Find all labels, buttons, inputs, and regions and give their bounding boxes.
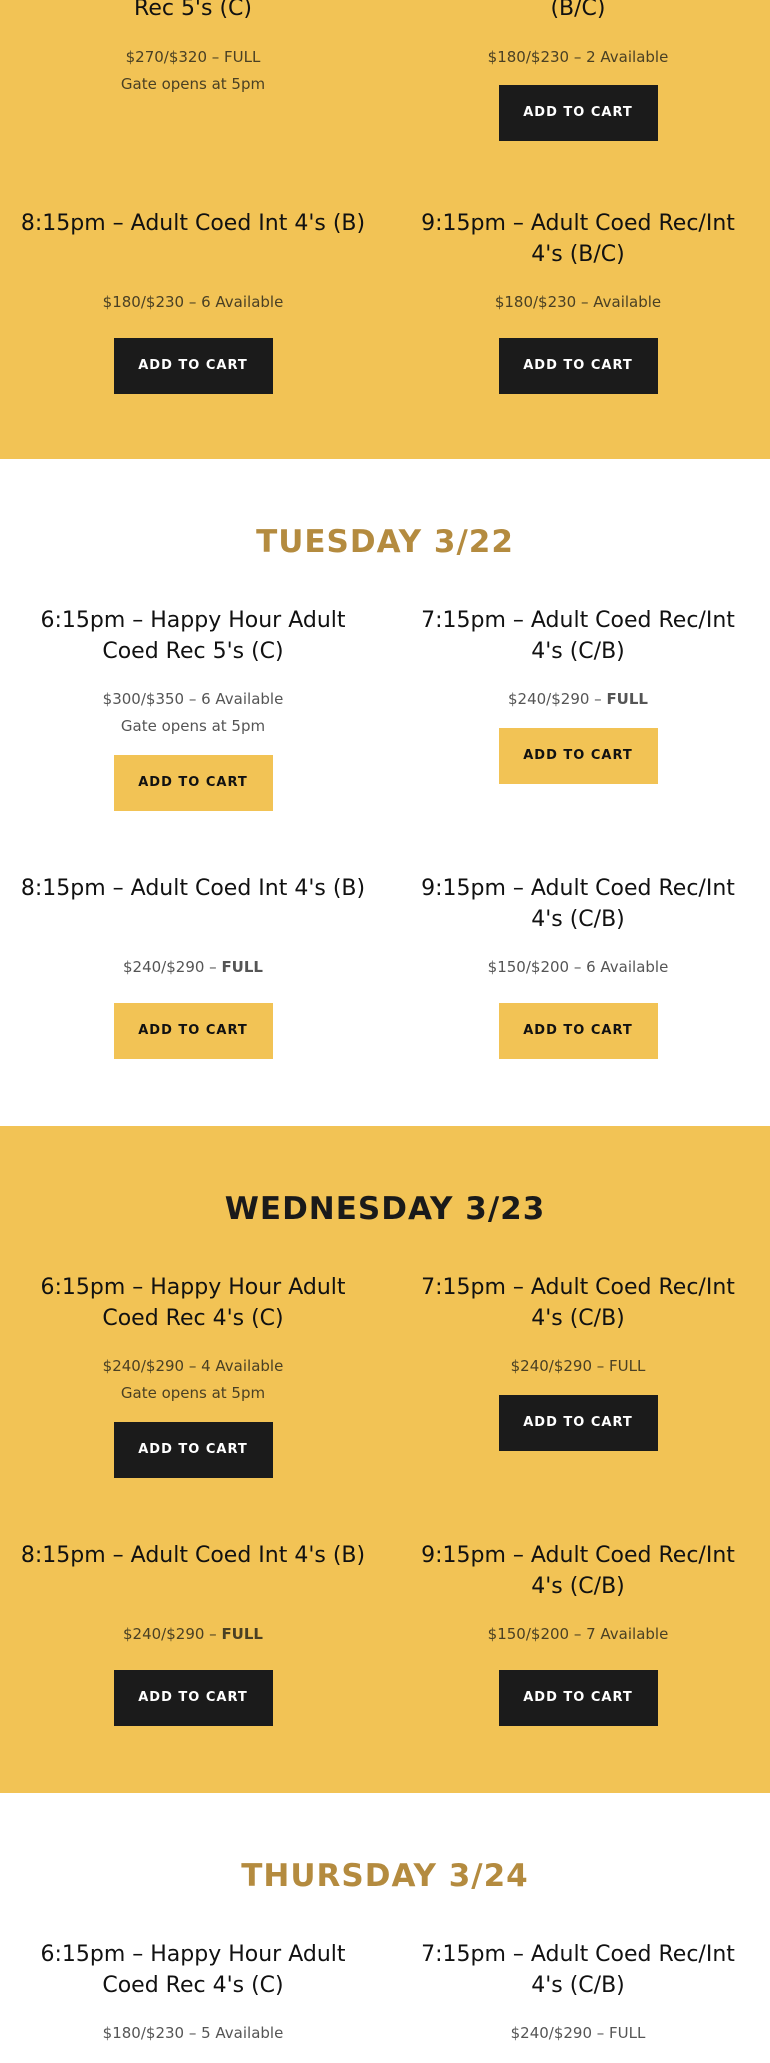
add-to-cart-button[interactable]: ADD TO CART bbox=[499, 728, 658, 784]
event-title: 6:15pm – Happy Hour Adult Coed Rec 5's (C) bbox=[40, 608, 346, 664]
event-price bbox=[19, 1621, 367, 1648]
event-price: $270/$320 – FULL bbox=[125, 48, 261, 66]
price-amount: $240/$290 – bbox=[123, 1625, 222, 1643]
event-card bbox=[19, 1540, 367, 1726]
add-to-cart-button[interactable]: ADD TO CART bbox=[114, 755, 273, 811]
event-card bbox=[404, 1272, 752, 1451]
gate-note: Gate opens at 5pm bbox=[120, 75, 266, 93]
event-price: $150/$200 – 7 Available bbox=[487, 1625, 669, 1643]
event-price bbox=[404, 686, 752, 713]
day-section-wednesday bbox=[0, 1126, 770, 1793]
event-title: 9:15pm – Adult Coed Rec/Int 4's (C/B) bbox=[421, 1543, 735, 1599]
event-card bbox=[19, 208, 367, 394]
event-title: Rec 5's (C) bbox=[134, 0, 252, 21]
event-title: 8:15pm – Adult Coed Int 4's (B) bbox=[20, 1543, 366, 1568]
event-title: 9:15pm – Adult Coed Rec/Int 4's (C/B) bbox=[421, 876, 735, 932]
event-price: $180/$230 – Available bbox=[494, 293, 662, 311]
add-to-cart-button[interactable]: ADD TO CART bbox=[499, 338, 658, 394]
event-price: $180/$230 – 5 Available bbox=[102, 2024, 284, 2042]
day-section-tuesday bbox=[0, 459, 770, 1126]
event-price: $180/$230 – 2 Available bbox=[487, 48, 669, 66]
event-card bbox=[404, 873, 752, 1059]
day-heading: WEDNESDAY 3/23 bbox=[224, 1191, 546, 1227]
event-price: $240/$290 – FULL bbox=[510, 2024, 646, 2042]
day-heading: TUESDAY 3/22 bbox=[256, 524, 514, 560]
event-price: $300/$350 – 6 Available bbox=[102, 690, 284, 708]
add-to-cart-button[interactable]: ADD TO CART bbox=[114, 1422, 273, 1478]
day-section-monday bbox=[0, 0, 770, 459]
event-title: 7:15pm – Adult Coed Rec/Int 4's (C/B) bbox=[421, 608, 735, 664]
price-amount: $240/$290 – bbox=[123, 958, 222, 976]
gate-note: Gate opens at 5pm bbox=[120, 717, 266, 735]
event-title: 9:15pm – Adult Coed Rec/Int 4's (B/C) bbox=[421, 211, 735, 267]
event-price bbox=[19, 954, 367, 981]
event-title: 6:15pm – Happy Hour Adult Coed Rec 4's (C) bbox=[40, 1942, 346, 1998]
event-card bbox=[19, 0, 367, 98]
add-to-cart-button[interactable]: ADD TO CART bbox=[499, 1003, 658, 1059]
add-to-cart-button[interactable]: ADD TO CART bbox=[114, 338, 273, 394]
event-price: $150/$200 – 6 Available bbox=[487, 958, 669, 976]
day-heading: THURSDAY 3/24 bbox=[241, 1858, 529, 1894]
event-price: $240/$290 – 4 Available bbox=[102, 1357, 284, 1375]
event-title: 8:15pm – Adult Coed Int 4's (B) bbox=[20, 211, 366, 236]
event-title: (B/C) bbox=[550, 0, 606, 21]
gate-note: Gate opens at 5pm bbox=[120, 1384, 266, 1402]
full-label: FULL bbox=[221, 958, 263, 976]
event-card bbox=[19, 873, 367, 1059]
day-section-thursday bbox=[0, 1793, 770, 2063]
event-title: 7:15pm – Adult Coed Rec/Int 4's (C/B) bbox=[421, 1942, 735, 1998]
add-to-cart-button[interactable]: ADD TO CART bbox=[114, 1003, 273, 1059]
event-card bbox=[404, 1939, 752, 2047]
price-amount: $240/$290 – bbox=[508, 690, 607, 708]
event-card bbox=[404, 208, 752, 394]
event-title: 8:15pm – Adult Coed Int 4's (B) bbox=[20, 876, 366, 901]
event-card bbox=[19, 605, 367, 811]
add-to-cart-button[interactable]: ADD TO CART bbox=[499, 85, 658, 141]
add-to-cart-button[interactable]: ADD TO CART bbox=[499, 1395, 658, 1451]
event-price: $180/$230 – 6 Available bbox=[102, 293, 284, 311]
event-card bbox=[19, 1272, 367, 1478]
event-price: $240/$290 – FULL bbox=[510, 1357, 646, 1375]
event-card bbox=[404, 0, 752, 141]
full-label: FULL bbox=[606, 690, 648, 708]
event-card bbox=[19, 1939, 367, 2047]
event-title: 7:15pm – Adult Coed Rec/Int 4's (C/B) bbox=[421, 1275, 735, 1331]
event-title: 6:15pm – Happy Hour Adult Coed Rec 4's (C) bbox=[40, 1275, 346, 1331]
event-card bbox=[404, 605, 752, 784]
event-card bbox=[404, 1540, 752, 1726]
add-to-cart-button[interactable]: ADD TO CART bbox=[499, 1670, 658, 1726]
full-label: FULL bbox=[221, 1625, 263, 1643]
add-to-cart-button[interactable]: ADD TO CART bbox=[114, 1670, 273, 1726]
